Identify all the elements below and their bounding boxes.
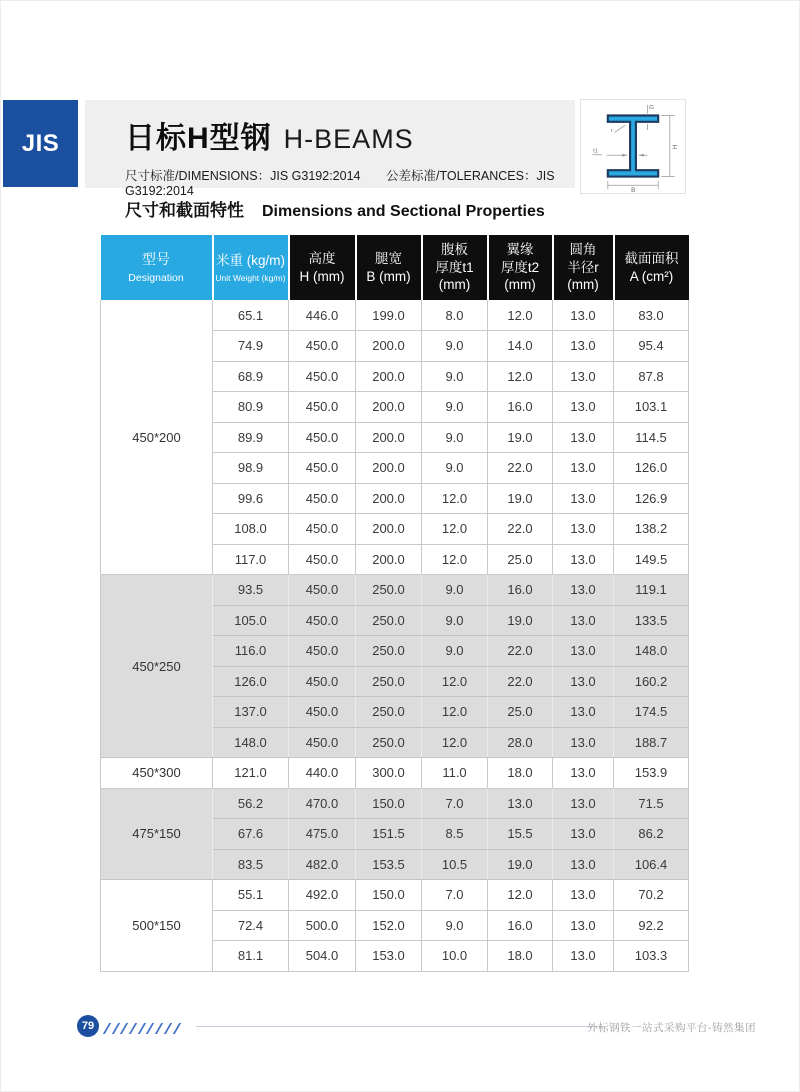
cell-height: 450.0 xyxy=(289,697,356,728)
cell-flange-width: 250.0 xyxy=(356,666,422,697)
dim-label-t2: t2 xyxy=(647,104,654,110)
standards-line xyxy=(125,166,575,198)
cell-flange-width: 250.0 xyxy=(356,575,422,606)
cell-corner-radius: 13.0 xyxy=(553,697,614,728)
column-header-flange-width: 腿宽 B (mm) xyxy=(356,235,422,300)
cell-flange-width: 200.0 xyxy=(356,514,422,545)
cell-flange-width: 150.0 xyxy=(356,788,422,819)
cell-flange-width: 200.0 xyxy=(356,453,422,484)
title-panel xyxy=(85,100,575,198)
cell-section-area: 133.5 xyxy=(614,605,689,636)
table-row xyxy=(101,300,689,331)
cell-web-thickness: 9.0 xyxy=(422,361,488,392)
column-header-flange-thickness: 翼缘 厚度t2 (mm) xyxy=(488,235,553,300)
cell-flange-width: 199.0 xyxy=(356,300,422,331)
cell-web-thickness: 10.5 xyxy=(422,849,488,880)
cell-corner-radius: 13.0 xyxy=(553,788,614,819)
cell-height: 450.0 xyxy=(289,727,356,758)
cell-corner-radius: 13.0 xyxy=(553,331,614,362)
cell-height: 500.0 xyxy=(289,910,356,941)
cell-corner-radius: 13.0 xyxy=(553,758,614,789)
cell-section-area: 188.7 xyxy=(614,727,689,758)
cell-flange-thickness: 16.0 xyxy=(488,392,553,423)
cell-section-area: 148.0 xyxy=(614,636,689,667)
cell-flange-width: 153.5 xyxy=(356,849,422,880)
cell-unit-weight: 89.9 xyxy=(213,422,289,453)
table-row xyxy=(101,788,689,819)
cell-corner-radius: 13.0 xyxy=(553,636,614,667)
cell-flange-width: 150.0 xyxy=(356,880,422,911)
cell-web-thickness: 9.0 xyxy=(422,910,488,941)
cell-flange-thickness: 14.0 xyxy=(488,331,553,362)
cell-flange-width: 200.0 xyxy=(356,361,422,392)
cell-height: 450.0 xyxy=(289,392,356,423)
cell-unit-weight: 83.5 xyxy=(213,849,289,880)
cell-web-thickness: 9.0 xyxy=(422,636,488,667)
cell-corner-radius: 13.0 xyxy=(553,727,614,758)
designation-cell: 450*250 xyxy=(101,575,213,758)
cell-unit-weight: 105.0 xyxy=(213,605,289,636)
slash-mark xyxy=(129,1023,138,1034)
column-header-designation: 型号 Designation xyxy=(101,235,213,300)
cell-section-area: 106.4 xyxy=(614,849,689,880)
cell-web-thickness: 9.0 xyxy=(422,392,488,423)
footer-divider-line xyxy=(196,1026,604,1027)
column-header-corner-radius: 圆角 半径r (mm) xyxy=(553,235,614,300)
cell-web-thickness: 8.0 xyxy=(422,300,488,331)
cell-section-area: 71.5 xyxy=(614,788,689,819)
cell-web-thickness: 10.0 xyxy=(422,941,488,972)
cell-corner-radius: 13.0 xyxy=(553,941,614,972)
footer-brand-text: 外标钢铁一站式采购平台-铸然集团 xyxy=(587,1022,756,1034)
cell-height: 450.0 xyxy=(289,453,356,484)
cell-section-area: 103.3 xyxy=(614,941,689,972)
cell-web-thickness: 12.0 xyxy=(422,514,488,545)
cell-flange-thickness: 22.0 xyxy=(488,453,553,484)
slash-mark xyxy=(164,1023,173,1034)
cell-height: 450.0 xyxy=(289,605,356,636)
cell-section-area: 119.1 xyxy=(614,575,689,606)
cell-flange-thickness: 13.0 xyxy=(488,788,553,819)
dimensions-table xyxy=(100,235,689,972)
section-heading xyxy=(125,196,545,221)
cell-flange-thickness: 18.0 xyxy=(488,941,553,972)
cell-section-area: 70.2 xyxy=(614,880,689,911)
hbeam-shape xyxy=(608,116,658,177)
cell-web-thickness: 12.0 xyxy=(422,544,488,575)
cell-flange-thickness: 12.0 xyxy=(488,880,553,911)
cell-unit-weight: 68.9 xyxy=(213,361,289,392)
slash-mark xyxy=(138,1023,147,1034)
cell-web-thickness: 9.0 xyxy=(422,331,488,362)
page-number-badge: 79 xyxy=(77,1015,99,1037)
cell-section-area: 103.1 xyxy=(614,392,689,423)
cell-web-thickness: 11.0 xyxy=(422,758,488,789)
cell-web-thickness: 9.0 xyxy=(422,605,488,636)
cell-flange-width: 151.5 xyxy=(356,819,422,850)
cell-corner-radius: 13.0 xyxy=(553,361,614,392)
page-title-english: H-BEAMS xyxy=(283,124,414,154)
cell-height: 450.0 xyxy=(289,361,356,392)
cell-corner-radius: 13.0 xyxy=(553,849,614,880)
cell-height: 450.0 xyxy=(289,636,356,667)
cell-unit-weight: 93.5 xyxy=(213,575,289,606)
cell-unit-weight: 56.2 xyxy=(213,788,289,819)
cell-unit-weight: 67.6 xyxy=(213,819,289,850)
cell-flange-thickness: 19.0 xyxy=(488,483,553,514)
cell-flange-width: 250.0 xyxy=(356,697,422,728)
slash-mark xyxy=(146,1023,155,1034)
cell-flange-thickness: 16.0 xyxy=(488,910,553,941)
slash-mark xyxy=(172,1023,181,1034)
table-row xyxy=(101,575,689,606)
cell-height: 475.0 xyxy=(289,819,356,850)
cell-unit-weight: 126.0 xyxy=(213,666,289,697)
footer-slash-decoration xyxy=(106,1021,184,1032)
cell-corner-radius: 13.0 xyxy=(553,514,614,545)
cell-height: 440.0 xyxy=(289,758,356,789)
dimensions-standard: 尺寸标准/DIMENSIONS：JIS G3192:2014 xyxy=(125,169,361,183)
cell-flange-thickness: 22.0 xyxy=(488,636,553,667)
cell-height: 482.0 xyxy=(289,849,356,880)
cell-corner-radius: 13.0 xyxy=(553,819,614,850)
cell-unit-weight: 81.1 xyxy=(213,941,289,972)
cell-section-area: 149.5 xyxy=(614,544,689,575)
cell-web-thickness: 12.0 xyxy=(422,483,488,514)
cell-height: 450.0 xyxy=(289,544,356,575)
jis-standard-badge: JIS xyxy=(3,100,78,187)
cell-unit-weight: 55.1 xyxy=(213,880,289,911)
cell-web-thickness: 7.0 xyxy=(422,788,488,819)
cell-corner-radius: 13.0 xyxy=(553,544,614,575)
cell-section-area: 153.9 xyxy=(614,758,689,789)
table-header xyxy=(101,235,689,300)
cell-web-thickness: 9.0 xyxy=(422,422,488,453)
cell-flange-width: 200.0 xyxy=(356,544,422,575)
cell-corner-radius: 13.0 xyxy=(553,392,614,423)
cell-corner-radius: 13.0 xyxy=(553,880,614,911)
cell-corner-radius: 13.0 xyxy=(553,666,614,697)
table-body xyxy=(101,300,689,971)
cell-height: 450.0 xyxy=(289,483,356,514)
designation-cell: 450*200 xyxy=(101,300,213,575)
cell-flange-width: 200.0 xyxy=(356,483,422,514)
cell-corner-radius: 13.0 xyxy=(553,605,614,636)
cell-flange-thickness: 12.0 xyxy=(488,361,553,392)
cell-web-thickness: 9.0 xyxy=(422,575,488,606)
table-row xyxy=(101,880,689,911)
cell-flange-thickness: 12.0 xyxy=(488,300,553,331)
cell-corner-radius: 13.0 xyxy=(553,422,614,453)
cell-flange-thickness: 16.0 xyxy=(488,575,553,606)
section-title-english: Dimensions and Sectional Properties xyxy=(262,203,545,220)
cell-height: 450.0 xyxy=(289,331,356,362)
cell-unit-weight: 99.6 xyxy=(213,483,289,514)
column-header-web-thickness: 腹板 厚度t1 (mm) xyxy=(422,235,488,300)
cell-flange-thickness: 19.0 xyxy=(488,605,553,636)
cell-section-area: 160.2 xyxy=(614,666,689,697)
cell-flange-width: 300.0 xyxy=(356,758,422,789)
cell-unit-weight: 72.4 xyxy=(213,910,289,941)
cell-unit-weight: 121.0 xyxy=(213,758,289,789)
cell-web-thickness: 12.0 xyxy=(422,666,488,697)
cell-corner-radius: 13.0 xyxy=(553,453,614,484)
cell-unit-weight: 74.9 xyxy=(213,331,289,362)
page-title-chinese: 日标H型钢 xyxy=(125,122,272,155)
designation-cell: 475*150 xyxy=(101,788,213,880)
cell-flange-thickness: 25.0 xyxy=(488,544,553,575)
cell-unit-weight: 148.0 xyxy=(213,727,289,758)
cell-flange-thickness: 15.5 xyxy=(488,819,553,850)
cell-height: 504.0 xyxy=(289,941,356,972)
cell-flange-width: 153.0 xyxy=(356,941,422,972)
cell-height: 450.0 xyxy=(289,666,356,697)
cell-web-thickness: 8.5 xyxy=(422,819,488,850)
cell-section-area: 126.0 xyxy=(614,453,689,484)
slash-mark xyxy=(155,1023,164,1034)
cell-unit-weight: 98.9 xyxy=(213,453,289,484)
dim-label-H: H xyxy=(670,144,678,150)
cell-height: 492.0 xyxy=(289,880,356,911)
cell-section-area: 114.5 xyxy=(614,422,689,453)
cell-height: 470.0 xyxy=(289,788,356,819)
cell-flange-width: 250.0 xyxy=(356,636,422,667)
cell-section-area: 92.2 xyxy=(614,910,689,941)
column-header-height: 高度 H (mm) xyxy=(289,235,356,300)
column-header-unit-weight: 米重 (kg/m) Unit Weight (kg/m) xyxy=(213,235,289,300)
cell-corner-radius: 13.0 xyxy=(553,575,614,606)
cell-section-area: 138.2 xyxy=(614,514,689,545)
cell-flange-thickness: 19.0 xyxy=(488,422,553,453)
cell-height: 446.0 xyxy=(289,300,356,331)
cell-web-thickness: 9.0 xyxy=(422,453,488,484)
cell-section-area: 87.8 xyxy=(614,361,689,392)
cell-flange-thickness: 22.0 xyxy=(488,666,553,697)
cell-height: 450.0 xyxy=(289,422,356,453)
section-title-chinese: 尺寸和截面特性 xyxy=(125,201,244,220)
cell-flange-thickness: 22.0 xyxy=(488,514,553,545)
slash-mark xyxy=(103,1023,112,1034)
cell-flange-width: 200.0 xyxy=(356,331,422,362)
tolerances-standard: 公差标准/TOLERANCES：JIS G3192:2014 xyxy=(125,169,555,198)
cell-section-area: 126.9 xyxy=(614,483,689,514)
cell-section-area: 83.0 xyxy=(614,300,689,331)
cell-flange-thickness: 19.0 xyxy=(488,849,553,880)
cell-unit-weight: 137.0 xyxy=(213,697,289,728)
cell-web-thickness: 7.0 xyxy=(422,880,488,911)
designation-cell: 500*150 xyxy=(101,880,213,972)
cell-unit-weight: 108.0 xyxy=(213,514,289,545)
cell-corner-radius: 13.0 xyxy=(553,300,614,331)
cell-height: 450.0 xyxy=(289,514,356,545)
cell-flange-width: 250.0 xyxy=(356,727,422,758)
cell-unit-weight: 117.0 xyxy=(213,544,289,575)
cell-corner-radius: 13.0 xyxy=(553,483,614,514)
dim-label-r: r xyxy=(610,127,613,134)
hbeam-diagram-svg xyxy=(581,100,685,193)
cell-web-thickness: 12.0 xyxy=(422,697,488,728)
cell-corner-radius: 13.0 xyxy=(553,910,614,941)
cell-flange-thickness: 28.0 xyxy=(488,727,553,758)
cell-flange-thickness: 25.0 xyxy=(488,697,553,728)
cell-flange-width: 250.0 xyxy=(356,605,422,636)
cell-flange-width: 200.0 xyxy=(356,392,422,423)
cell-flange-width: 200.0 xyxy=(356,422,422,453)
cell-web-thickness: 12.0 xyxy=(422,727,488,758)
cell-unit-weight: 80.9 xyxy=(213,392,289,423)
cell-section-area: 174.5 xyxy=(614,697,689,728)
hbeam-cross-section-diagram xyxy=(580,99,686,194)
slash-mark xyxy=(120,1023,129,1034)
column-header-section-area: 截面面积 A (cm²) xyxy=(614,235,689,300)
cell-flange-thickness: 18.0 xyxy=(488,758,553,789)
page-title xyxy=(125,113,575,157)
cell-section-area: 86.2 xyxy=(614,819,689,850)
cell-flange-width: 152.0 xyxy=(356,910,422,941)
table-row xyxy=(101,758,689,789)
dim-label-B: B xyxy=(631,187,636,193)
slash-mark xyxy=(112,1023,121,1034)
designation-cell: 450*300 xyxy=(101,758,213,789)
cell-unit-weight: 116.0 xyxy=(213,636,289,667)
cell-section-area: 95.4 xyxy=(614,331,689,362)
cell-height: 450.0 xyxy=(289,575,356,606)
cell-unit-weight: 65.1 xyxy=(213,300,289,331)
dim-label-t1: t1 xyxy=(593,148,598,155)
